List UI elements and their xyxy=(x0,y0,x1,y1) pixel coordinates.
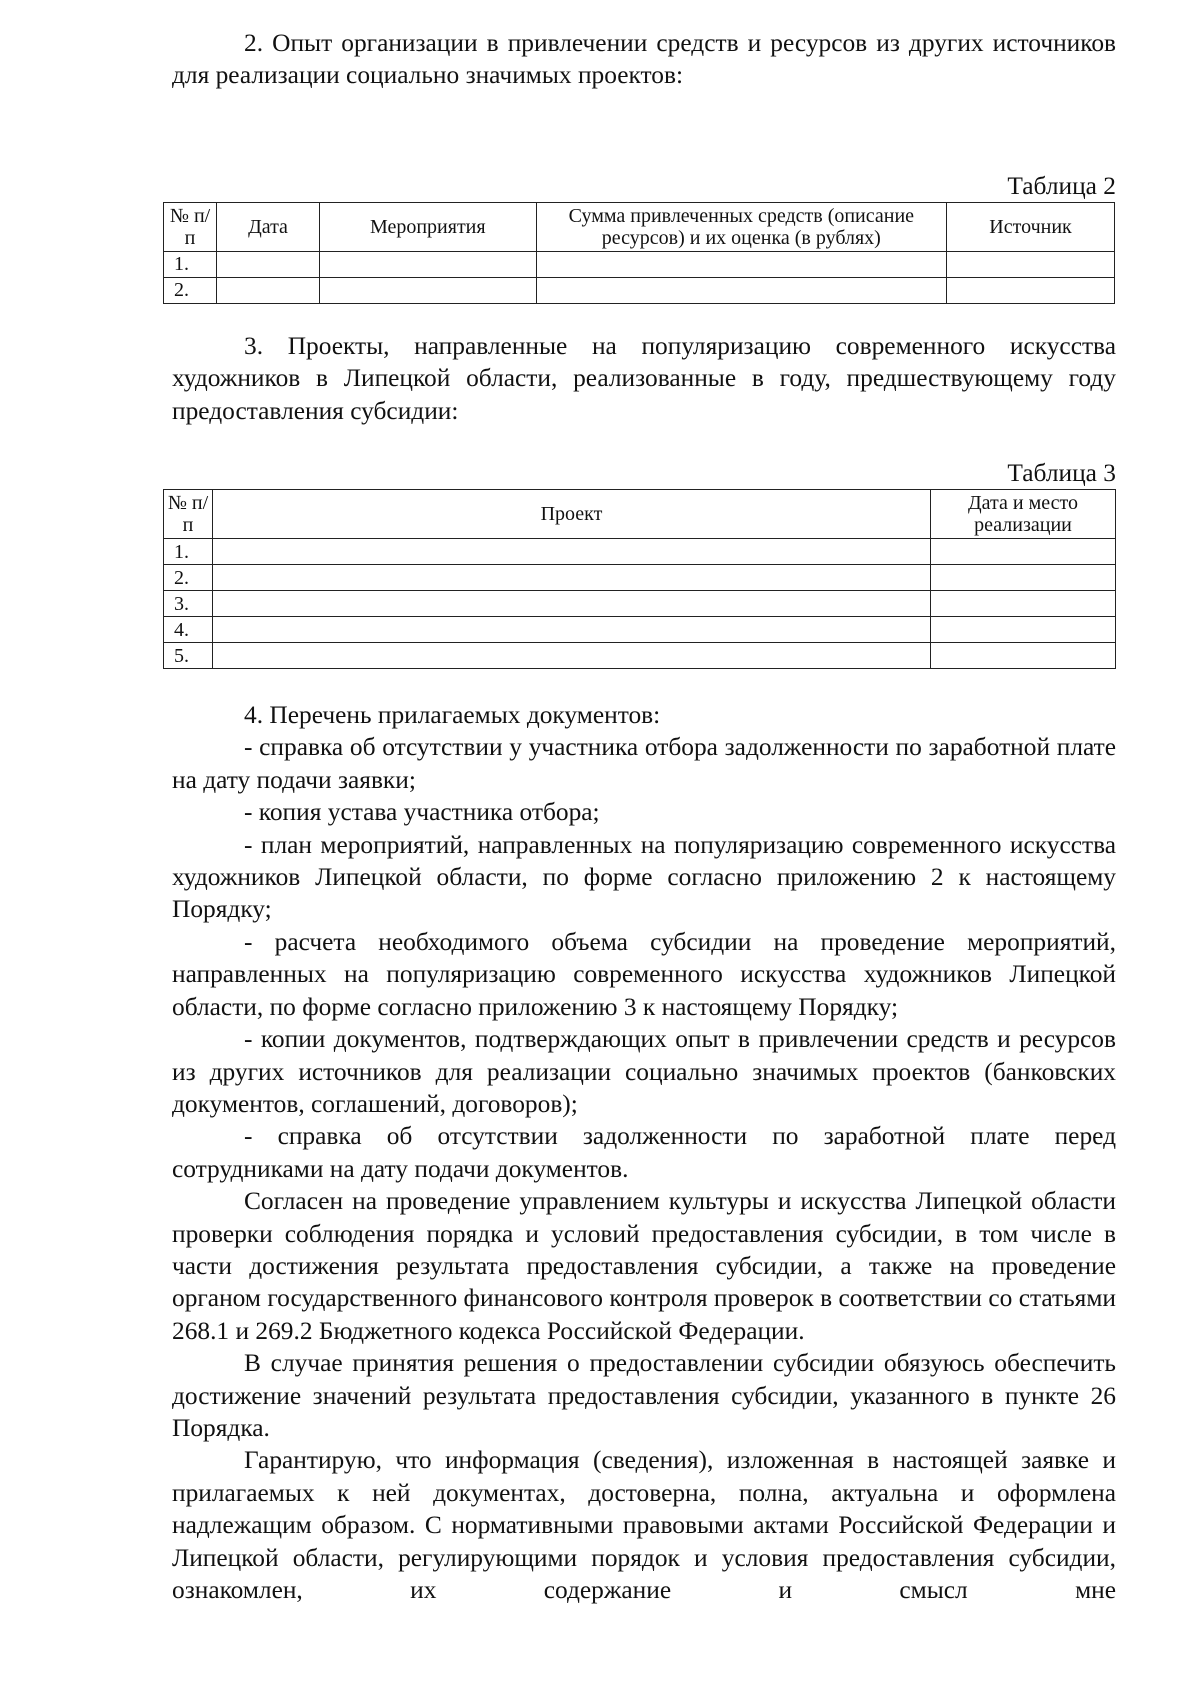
document-list-item: - расчета необходимого объема субсидии на проведение мероприятий, направленных на популяризацию современного искусства художников Липецкой области, по форме согласно приложению 3 к настоящему Порядку; xyxy=(172,927,1116,1021)
table-3-caption: Таблица 3 xyxy=(1007,459,1116,488)
row-number: 1. xyxy=(164,251,217,277)
table-3-header-number: № п/п xyxy=(164,490,213,539)
section-2-text: 2. Опыт организации в привлечении средств и ресурсов из других источников для реализации социально значимых проектов: xyxy=(172,29,1116,90)
table-row xyxy=(164,643,1116,669)
row-number: 2. xyxy=(164,565,213,591)
table-row xyxy=(164,565,1116,591)
table-cell xyxy=(213,617,931,643)
table-cell xyxy=(217,251,320,277)
table-cell xyxy=(213,539,931,565)
table-row xyxy=(164,539,1116,565)
table-2-header-number: № п/п xyxy=(164,202,217,251)
table-row xyxy=(164,617,1116,643)
table-3-header-row xyxy=(164,490,1116,539)
table-2-caption: Таблица 2 xyxy=(1007,171,1116,200)
table-row xyxy=(164,251,1115,277)
table-cell xyxy=(217,277,320,303)
table-cell xyxy=(213,643,931,669)
table-row xyxy=(164,277,1115,303)
table-cell xyxy=(213,591,931,617)
obligation-paragraph: В случае принятия решения о предоставлении субсидии обязуюсь обеспечить достижение значений результата предоставления субсидии, указанного в пункте 26 Порядка. xyxy=(172,1349,1116,1442)
table-cell xyxy=(319,277,536,303)
table-2 xyxy=(163,202,1115,304)
document-list-item: - справка об отсутствии задолженности по заработной плате перед сотрудниками на дату подачи документов. xyxy=(172,1122,1116,1183)
table-2-header-date: Дата xyxy=(217,202,320,251)
table-cell xyxy=(536,277,947,303)
document-list-item: - план мероприятий, направленных на популяризацию современного искусства художников Липецкой области, по форме согласно приложению 2 к настоящему Порядку; xyxy=(172,830,1116,924)
table-3-header-project: Проект xyxy=(213,490,931,539)
guarantee-paragraph: Гарантирую, что информация (сведения), изложенная в настоящей заявке и прилагаемых к ней документах, достоверна, полна, актуальна и оформлена надлежащим образом. С нормативными правовыми актами Российской Федерации и Липецкой области, регулирующими порядок и условия предоставления субсидии, ознакомлен, их содержание и смысл мне xyxy=(172,1446,1116,1604)
table-cell xyxy=(931,617,1116,643)
table-row xyxy=(164,591,1116,617)
table-cell xyxy=(931,565,1116,591)
row-number: 1. xyxy=(164,539,213,565)
table-cell xyxy=(319,251,536,277)
document-list-item: - справка об отсутствии у участника отбора задолженности по заработной плате на дату подачи заявки; xyxy=(172,733,1116,794)
table-2-header-row xyxy=(164,202,1115,251)
table-2-header-amount: Сумма привлеченных средств (описание ресурсов) и их оценка (в рублях) xyxy=(536,202,947,251)
table-cell xyxy=(931,539,1116,565)
table-cell xyxy=(947,277,1115,303)
row-number: 4. xyxy=(164,617,213,643)
table-cell xyxy=(931,591,1116,617)
document-page xyxy=(167,27,1116,1606)
section-4-title: 4. Перечень прилагаемых документов: xyxy=(244,701,661,730)
document-list-item: - копии документов, подтверждающих опыт в привлечении средств и ресурсов из других источников для реализации социально значимых проектов (банковских документов, соглашений, договоров); xyxy=(172,1025,1116,1118)
table-2-header-source: Источник xyxy=(947,202,1115,251)
table-cell xyxy=(213,565,931,591)
table-cell xyxy=(947,251,1115,277)
row-number: 5. xyxy=(164,643,213,669)
table-3-header-date-place: Дата и место реализации xyxy=(931,490,1116,539)
document-list-item: - копия устава участника отбора; xyxy=(244,798,600,827)
row-number: 2. xyxy=(164,277,217,303)
section-3-text: 3. Проекты, направленные на популяризацию современного искусства художников в Липецкой области, реализованные в году, предшествующему году предоставления субсидии: xyxy=(172,331,1116,425)
table-3 xyxy=(163,489,1116,669)
consent-paragraph: Согласен на проведение управлением культуры и искусства Липецкой области проверки соблюдения порядка и условий предоставления субсидии, в том числе в части достижения результата предоставления субсидии, а также на проведение органом государственного финансового контроля проверок в соответствии со статьями 268.1 и 269.2 Бюджетного кодекса Российской Федерации. xyxy=(172,1187,1116,1345)
table-cell xyxy=(931,643,1116,669)
table-2-header-events: Мероприятия xyxy=(319,202,536,251)
row-number: 3. xyxy=(164,591,213,617)
table-cell xyxy=(536,251,947,277)
